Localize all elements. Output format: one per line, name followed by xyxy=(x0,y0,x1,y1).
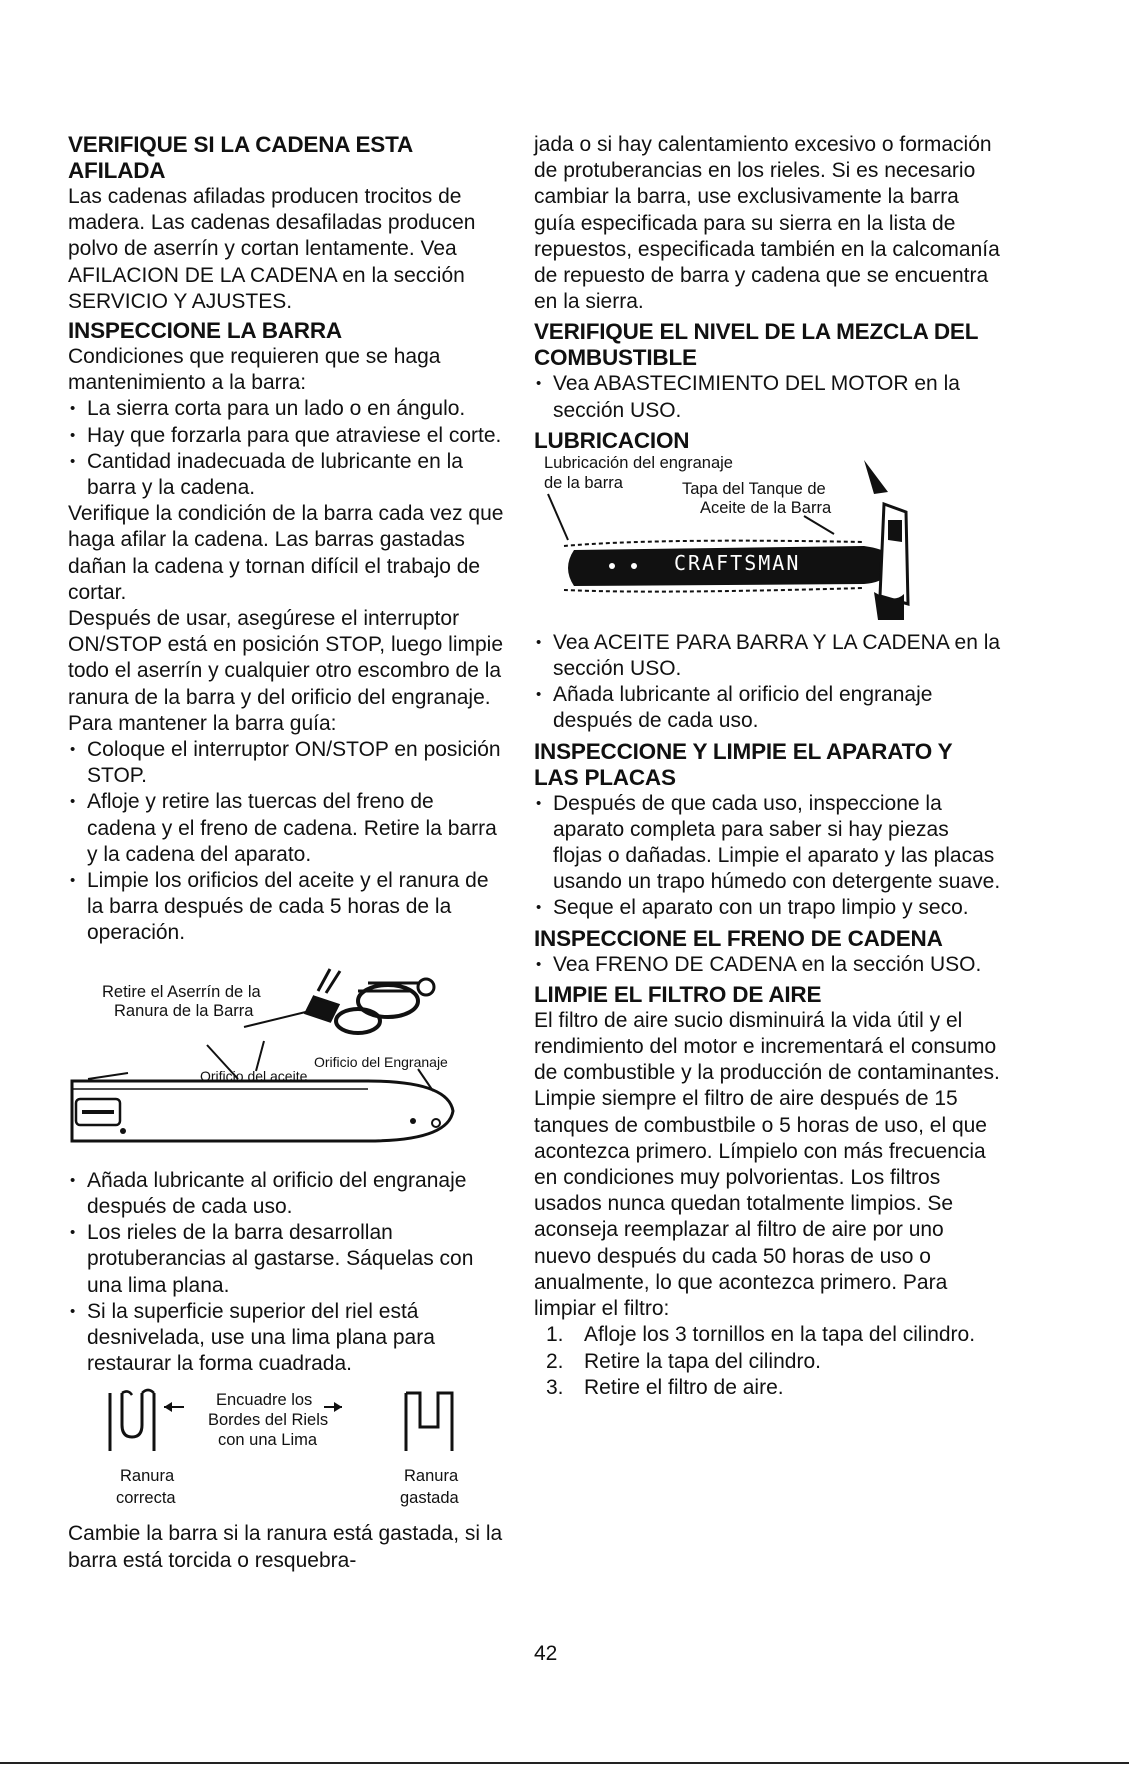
list-item: • Añada lubricante al orificio del engranaje después de cada uso. xyxy=(534,682,1002,734)
fig2-label-line-3: con una Lima xyxy=(218,1431,318,1450)
fig3-label-line-1: Lubricación del engranaje xyxy=(544,453,733,472)
fig2-label-line-1: Encuadre los xyxy=(216,1391,313,1410)
list-item: • Vea ACEITE PARA BARRA Y LA CADENA en la sección USO. xyxy=(534,630,1002,682)
fig3-label-line-2: de la barra xyxy=(544,473,623,492)
bottom-rule xyxy=(0,1762,1129,1764)
list-item xyxy=(534,1349,1002,1375)
rail-profile-figure xyxy=(68,1385,508,1517)
fig3-brand: CRAFTSMAN xyxy=(674,550,801,575)
section-title-air-filter: LIMPIE EL FILTRO DE AIRE xyxy=(534,981,822,1007)
bar-para-3: Para mantener la barra guía: xyxy=(68,711,337,735)
fig2-correct-line-2: correcta xyxy=(116,1489,176,1508)
sharp-chain-text: Las cadenas afiladas producen trocitos de madera. Las cadenas desafiladas producen polvo de aserrín y cortan lentamente. Vea AFILACION DE LA CADENA en la sección SERVICIO Y AJUSTES. xyxy=(68,185,476,313)
bar-conditions-list xyxy=(68,396,508,501)
section-title-sharp-chain: VERIFIQUE SI LA CADENA ESTA AFILADA xyxy=(68,132,413,183)
list-item: • Añada lubricante al orificio del engranaje después de cada uso. xyxy=(68,1168,508,1220)
fig2-worn-line-2: gastada xyxy=(400,1489,459,1508)
clean-list xyxy=(534,791,1002,922)
section-title-fuel-level: VERIFIQUE EL NIVEL DE LA MEZCLA DEL COMBUSTIBLE xyxy=(534,319,978,371)
list-item xyxy=(534,1322,1002,1348)
section-title-inspect-bar: INSPECCIONE LA BARRA xyxy=(68,318,342,344)
fig3-label-line-3: Tapa del Tanque de xyxy=(682,479,826,498)
fig1-label-oil-hole: Orificio del aceite xyxy=(200,1067,308,1084)
list-item: • Los rieles de la barra desarrollan protuberancias al gastarse. Sáquelas con una lima plana. xyxy=(68,1220,508,1299)
list-item xyxy=(534,1375,1002,1401)
section-title-chain-brake: INSPECCIONE EL FRENO DE CADENA xyxy=(534,925,943,951)
bar-steps-list-2 xyxy=(68,1168,508,1378)
step-text: Retire la tapa del cilindro. xyxy=(584,1349,821,1373)
fig1-label-gear-hole: Orificio del Engranaje xyxy=(314,1053,448,1070)
fig1-label-remove-sawdust: Retire el Aserrín de la xyxy=(102,982,261,1001)
bar-para-1: Verifique la condición de la barra cada vez que haga afilar la cadena. Las barras gastadas dañan la cadena y tornan difícil el trabajo de cortar. xyxy=(68,502,504,604)
section-title-clean-unit: INSPECCIONE Y LIMPIE EL APARATO Y LAS PLACAS xyxy=(534,738,953,790)
fig2-worn-line-1: Ranura xyxy=(404,1467,459,1486)
lubrication-figure xyxy=(534,454,1002,624)
fig1-label-bar-groove: Ranura de la Barra xyxy=(114,1001,254,1020)
left-column xyxy=(68,132,508,1574)
bar-steps-list xyxy=(68,737,508,947)
list-item: • Hay que forzarla para que atraviese el corte. xyxy=(68,423,508,449)
fig2-correct-line-1: Ranura xyxy=(120,1467,175,1486)
fig3-label-line-4: Aceite de la Barra xyxy=(700,498,832,517)
air-filter-steps xyxy=(534,1322,1002,1401)
list-item: • Coloque el interruptor ON/STOP en posición STOP. xyxy=(68,737,508,789)
step-number: 3. xyxy=(546,1375,564,1399)
step-text: Retire el filtro de aire. xyxy=(584,1375,784,1399)
fig2-label-line-2: Bordes del Riels xyxy=(208,1411,329,1430)
air-filter-text: El filtro de aire sucio disminuirá la vida útil y el rendimiento del motor e incrementará el consumo de combustible y la producción de contaminantes. Limpie siempre el filtro de aire después de 15 tanques de combustbile o 5 horas de uso, el que acontezca primero. Límpielo con más frecuencia en condiciones muy polvorientas. Los filtros usados nunca quedan totalmente limpios. Se aconseja reemplazar al filtro de aire por uno nuevo después du cada 50 horas de uso o anualmente, lo que acontezca primero. Para limpiar el filtro: xyxy=(534,1008,1000,1321)
right-column xyxy=(534,132,1002,1401)
bar-para-2: Después de usar, asegúrese el interruptor ON/STOP está en posición STOP, luego limpie todo el aserrín y cualquier otro escombro de la ranura de la barra y del orificio del engranaje. xyxy=(68,607,504,709)
bar-intro: Condiciones que requieren que se haga mantenimiento a la barra: xyxy=(68,345,441,395)
step-number: 1. xyxy=(546,1323,564,1347)
list-item: • Vea FRENO DE CADENA en la sección USO. xyxy=(534,952,1002,978)
lubrication-list xyxy=(534,630,1002,735)
list-item: • Afloje y retire las tuercas del freno de cadena y el freno de cadena. Retire la barra y la cadena del aparato. xyxy=(68,789,508,868)
step-text: Afloje los 3 tornillos en la tapa del cilindro. xyxy=(584,1323,976,1347)
brake-list xyxy=(534,952,1002,978)
section-title-lubrication: LUBRICACION xyxy=(534,427,690,453)
page-number: 42 xyxy=(534,1642,558,1665)
list-item: • Cantidad inadecuada de lubricante en la barra y la cadena. xyxy=(68,449,508,501)
list-item: • La sierra corta para un lado o en ángulo. xyxy=(68,396,508,422)
bar-cleaning-figure xyxy=(68,961,508,1156)
fuel-list xyxy=(534,371,1002,423)
list-item: • Seque el aparato con un trapo limpio y seco. xyxy=(534,895,1002,921)
list-item: • Después de que cada uso, inspeccione la aparato completa para saber si hay piezas flojas o dañadas. Limpie el aparato y las placas usando un trapo húmedo con detergente suave. xyxy=(534,791,1002,896)
bar-para-4: Cambie la barra si la ranura está gastada, si la barra está torcida o resquebra- xyxy=(68,1522,503,1572)
step-number: 2. xyxy=(546,1349,564,1373)
list-item: • Limpie los orificios del aceite y el ranura de la barra después de cada 5 horas de la operación. xyxy=(68,868,508,947)
bar-continued-text: jada o si hay calentamiento excesivo o formación de protuberancias en los rieles. Si es necesario cambiar la barra, use exclusivamente la barra guía especificada para su sierra en la lista de repuestos, especificada también en la calcomanía de repuesto de barra y cadena que se encuentra en la sierra. xyxy=(534,133,1000,314)
list-item: • Si la superficie superior del riel está desnivelada, use una lima plana para restaurar la forma cuadrada. xyxy=(68,1299,508,1378)
list-item: • Vea ABASTECIMIENTO DEL MOTOR en la sección USO. xyxy=(534,371,1002,423)
